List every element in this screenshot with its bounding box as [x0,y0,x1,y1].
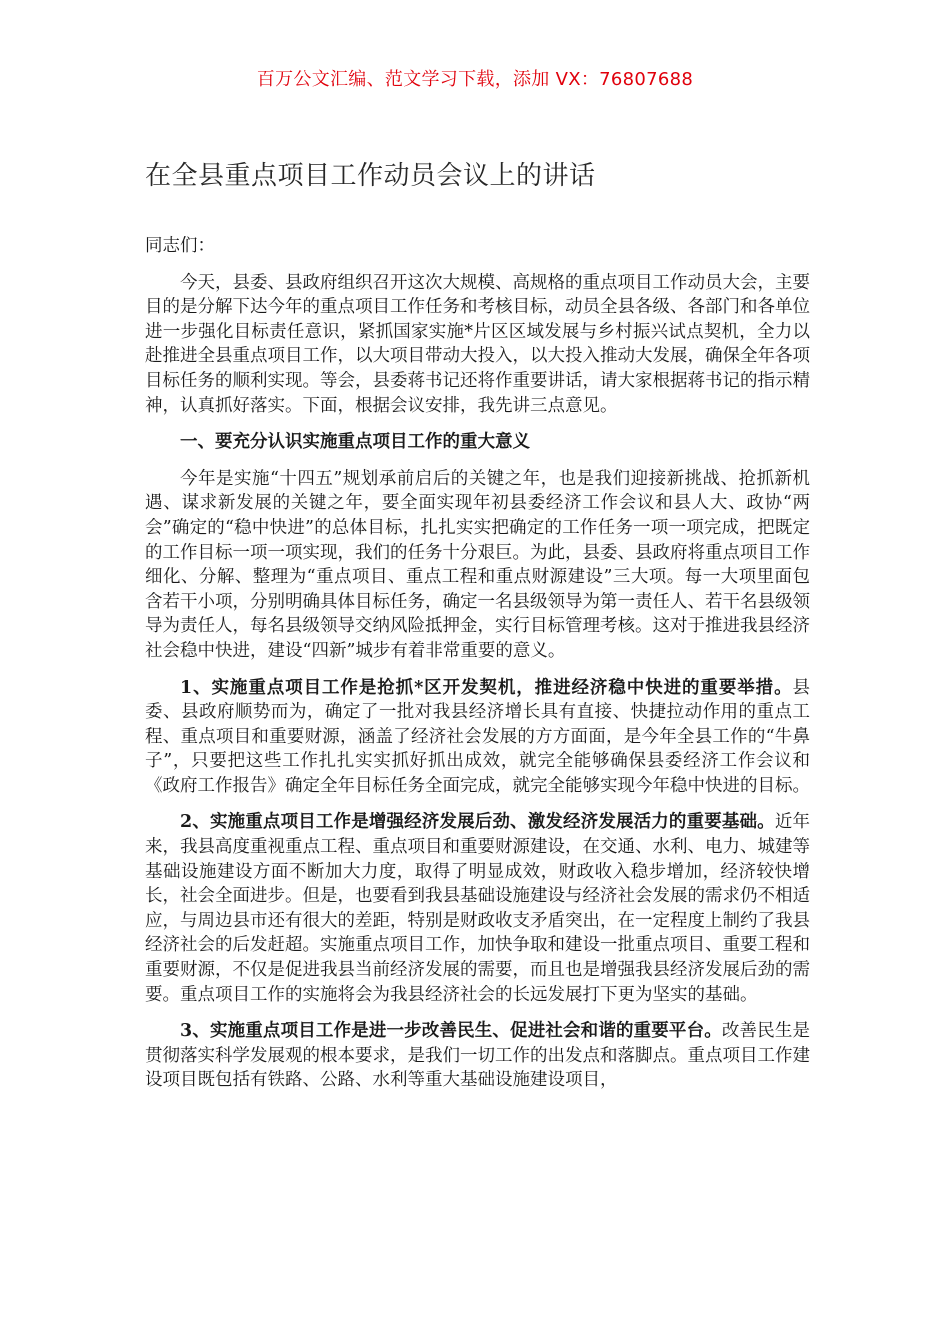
document-body [145,234,810,1105]
intro-paragraph: 今天，县委、县政府组织召开这次大规模、高规格的重点项目工作动员大会，主要目的是分解下达今年的重点项目工作任务和考核目标，动员全县各级、各部门和各单位进一步强化目标责任意识，紧抓国家实施*片区区域发展与乡村振兴试点契机，全力以赴推进全县重点项目工作，以大项目带动大投入，以大投入推动大发展，确保全年各项目标任务的顺利实现。等会，县委蒋书记还将作重要讲话，请大家根据蒋书记的指示精神，认真抓好落实。下面，根据会议安排，我先讲三点意见。 [145,272,810,416]
point-lead: 1、实施重点项目工作是抢抓*区开发契机，推进经济稳中快进的重要举措。 [180,677,793,698]
point-paragraph-3 [145,1019,810,1093]
point-lead: 2、实施重点项目工作是增强经济发展后劲、激发经济发展活力的重要基础。 [180,812,775,833]
point-paragraph-2 [145,810,810,1007]
promo-banner: 百万公文汇编、范文学习下载，添加 VX：76807688 [256,69,694,90]
section-heading: 一、要充分认识实施重点项目工作的重大意义 [180,432,530,453]
salutation: 同志们： [145,236,215,256]
point-lead: 3、实施重点项目工作是进一步改善民生、促进社会和谐的重要平台。 [180,1021,722,1042]
point-text: 县委、县政府顺势而为，确定了一批对我县经济增长具有直接、快捷拉动作用的重点工程、重点项目和重要财源，涵盖了经济社会发展的方方面面，是今年全县工作的“牛鼻子”，只要把这些工作扎扎实实抓好抓出成效，就完全能够确保县委经济工作会议和《政府工作报告》确定全年目标任务全面完成，就完全能够实现今年稳中快进的目标。 [145,677,810,796]
point-text: 改善民生是贯彻落实科学发展观的根本要求，是我们一切工作的出发点和落脚点。重点项目工作建设项目既包括有铁路、公路、水利等重大基础设施建设项目， [145,1021,810,1091]
point-paragraph-1 [145,676,810,799]
point-text: 近年来，我县高度重视重点工程、重点项目和重要财源建设，在交通、水利、电力、城建等基础设施建设方面不断加大力度，取得了明显成效，财政收入稳步增加，经济较快增长，社会全面进步。但是，也要看到我县基础设施建设与经济社会发展的需求仍不相适应，与周边县市还有很大的差距，特别是财政收支矛盾突出，在一定程度上制约了我县经济社会的后发赶超。实施重点项目工作，加快争取和建设一批重点项目、重要工程和重要财源，不仅是促进我县当前经济发展的需要，而且也是增强我县经济发展后劲的需要。重点项目工作的实施将会为我县经济社会的长远发展打下更为坚实的基础。 [145,812,810,1005]
page-title: 在全县重点项目工作动员会议上的讲话 [145,161,596,191]
section-overview-paragraph: 今年是实施“十四五”规划承前启后的关键之年，也是我们迎接新挑战、抢抓新机遇、谋求新发展的关键之年，要全面实现年初县委经济工作会议和县人大、政协“两会”确定的“稳中快进”的总体目标，扎扎实实把确定的工作任务一项一项完成，把既定的工作目标一项一项实现，我们的任务十分艰巨。为此，县委、县政府将重点项目工作细化、分解、整理为“重点项目、重点工程和重点财源建设”三大项。每一大项里面包含若干小项，分别明确具体目标任务，确定一名县级领导为第一责任人、若干名县级领导为责任人，每名县级领导交纳风险抵押金，实行目标管理考核。这对于推进我县经济社会稳中快进，建设“四新”城步有着非常重要的意义。 [145,468,810,661]
